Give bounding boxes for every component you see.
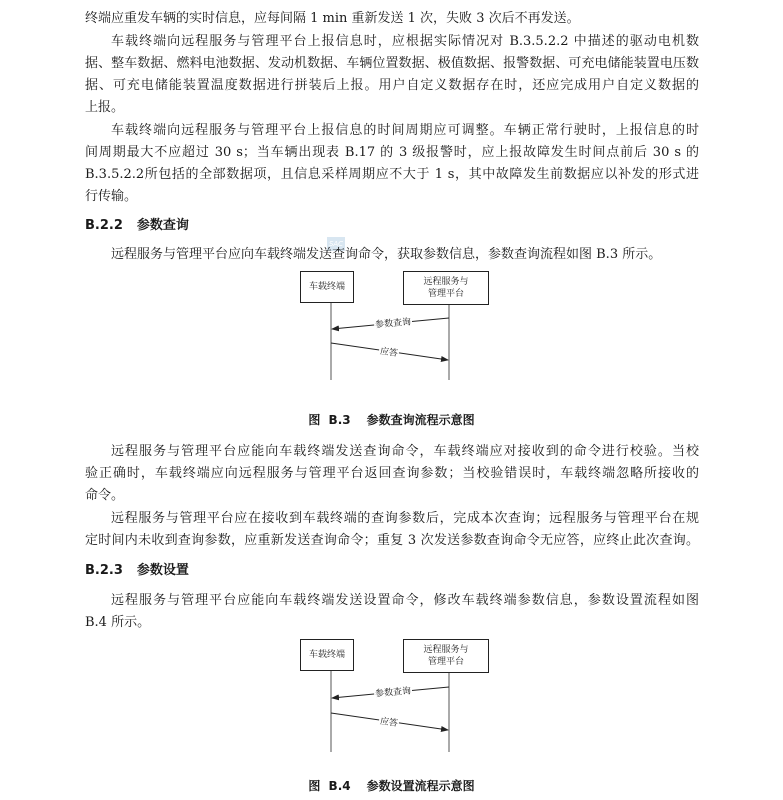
actor-label: 车载终端	[308, 650, 345, 660]
text-line: 命令。	[85, 488, 125, 503]
actor-label-line1: 远程服务与	[423, 645, 469, 655]
message-response-label: 应答	[378, 714, 400, 730]
actor-label-line2: 管理平台	[427, 289, 464, 299]
text-line: 终端应重发车辆的实时信息，应每间隔 1 min 重新发送 1 次，失败 3 次后不再发送。	[85, 11, 580, 26]
text-line: 远程服务与管理平台应向车载终端发送查询命令，获取参数信息，参数查询流程如图 B.3 所示。	[111, 247, 662, 262]
section-title: 参数查询	[136, 218, 189, 233]
text-line: 验正确时，车载终端应向远程服务与管理平台返回查询参数；当校验错误时，车载终端忽略所接收的	[85, 466, 699, 481]
figure-title: 参数查询流程示意图	[366, 413, 475, 427]
actor-label-line2: 管理平台	[427, 657, 464, 667]
text-line: 上报。	[85, 100, 125, 115]
section-heading-b22	[85, 215, 189, 237]
text-line: 据、整车数据、燃料电池数据、发动机数据、车辆位置数据、极值数据、报警数据、可充电储能装置电压数	[85, 56, 699, 71]
sequence-diagram-b3	[290, 266, 500, 386]
text-line: 远程服务与管理平台应能向车载终端发送设置命令，修改车载终端参数信息，参数设置流程如图	[111, 593, 699, 608]
figure-caption-b4	[0, 776, 783, 796]
watermark-logo: SAC	[327, 237, 345, 251]
text-line: B.4 所示。	[85, 615, 151, 630]
text-line: 远程服务与管理平台应能向车载终端发送查询命令，车载终端应对接收到的命令进行校验。当校	[111, 444, 699, 459]
text-line: 车载终端向远程服务与管理平台上报信息的时间周期应可调整。车辆正常行驶时，上报信息的时	[111, 123, 699, 138]
text-line: 定时间内未收到查询参数，应重新发送查询命令；重复 3 次发送参数查询命令无应答，应终止此次查询。	[85, 533, 699, 548]
figure-title: 参数设置流程示意图	[366, 779, 475, 793]
text-line: 间周期最大不应超过 30 s；当车辆出现表 B.17 的 3 级报警时，应上报故障发生时间点前后 30 s 的	[85, 145, 699, 160]
figure-number: 图 B.3	[308, 413, 351, 427]
message-request-label: 参数查询	[374, 683, 413, 699]
figure-caption-b3	[0, 410, 783, 430]
section-title: 参数设置	[136, 563, 189, 578]
text-line: 远程服务与管理平台应在接收到车载终端的查询参数后，完成本次查询；远程服务与管理平台在规	[111, 511, 699, 526]
actor-vehicle-terminal	[300, 271, 354, 303]
sequence-diagram-b4	[290, 632, 500, 752]
text-line: B.3.5.2.2所包括的全部数据项，且信息采样周期应不大于 1 s，其中故障发生前数据应以补发的形式进	[85, 167, 699, 182]
section-number: B.2.2	[85, 218, 123, 233]
message-response-label: 应答	[378, 344, 400, 360]
actor-label: 车载终端	[308, 282, 345, 292]
actor-platform	[403, 271, 489, 305]
figure-number: 图 B.4	[308, 779, 351, 793]
message-request-label: 参数查询	[374, 314, 413, 330]
actor-vehicle-terminal	[300, 639, 354, 671]
actor-label-line1: 远程服务与	[423, 277, 469, 287]
actor-platform	[403, 639, 489, 673]
section-number: B.2.3	[85, 563, 123, 578]
text-line: 车载终端向远程服务与管理平台上报信息时，应根据实际情况对 B.3.5.2.2 中描述的驱动电机数	[111, 34, 699, 49]
text-line: 据、可充电储能装置温度数据进行拼装后上报。用户自定义数据存在时，还应完成用户自定义数据的	[85, 78, 699, 93]
text-line: 行传输。	[85, 189, 138, 204]
section-heading-b23	[85, 560, 189, 582]
